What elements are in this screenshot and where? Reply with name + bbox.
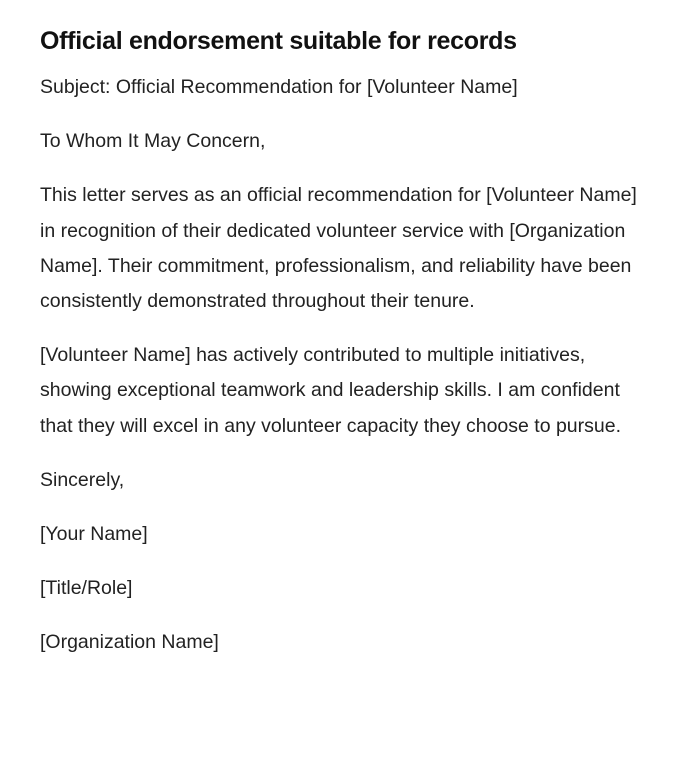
signer-organization: [Organization Name] [40,631,219,654]
document-title: Official endorsement suitable for records [40,27,517,55]
body-paragraph-1: This letter serves as an official recommendation for [Volunteer Name] in recognition of their dedicated volunteer service with [Organization Name]. Their commitment, professionalism, and reliability have been consistently demonstrated throughout their tenure. [40,184,637,313]
signer-name: [Your Name] [40,523,148,546]
subject-line: Subject: Official Recommendation for [Volunteer Name] [40,76,518,98]
salutation: To Whom It May Concern, [40,130,266,153]
signer-title: [Title/Role] [40,577,133,600]
body-paragraph-2: [Volunteer Name] has actively contributed to multiple initiatives, showing exceptional teamwork and leadership skills. I am confident that they will excel in any volunteer capacity they choose to pursue. [40,344,621,437]
closing: Sincerely, [40,468,125,491]
